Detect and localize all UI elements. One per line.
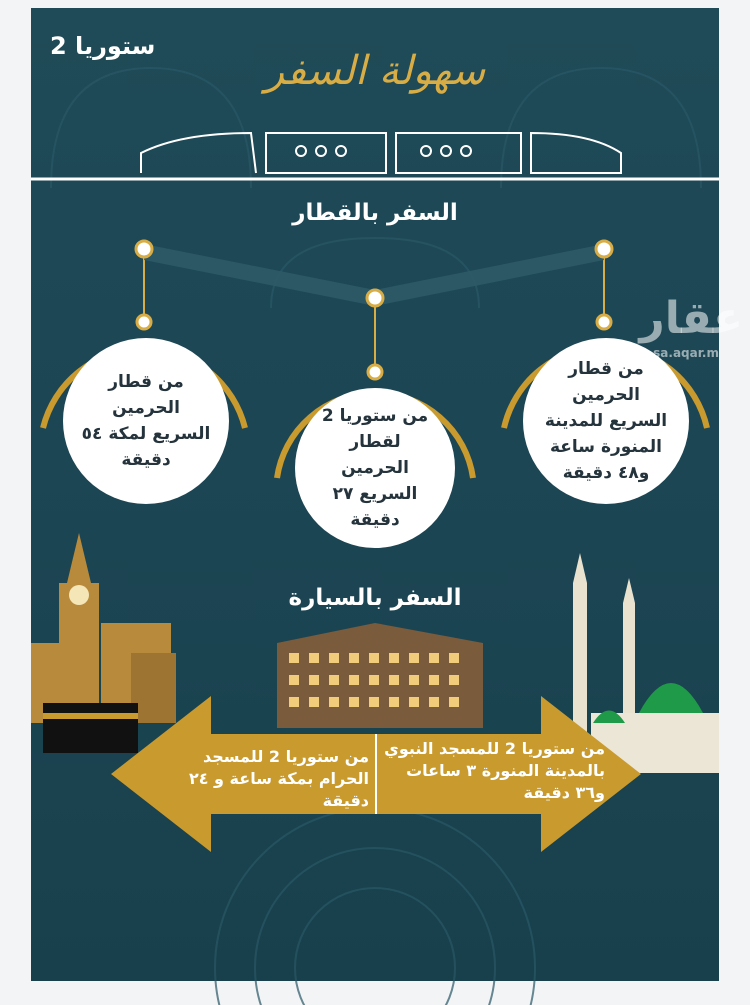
- train-circle-madinah: [523, 338, 689, 504]
- train-circle-makkah: [63, 338, 229, 504]
- brand-name: ستوريا 2: [50, 32, 156, 60]
- train-circle-station-text: من ستوريا 2 لقطار الحرمين السريع ٢٧ دقيقة: [321, 406, 429, 530]
- train-circle-madinah-text: من قطار الحرمين السريع للمدينة المنورة ساعة و٤٨ دقيقة: [544, 359, 668, 483]
- watermark-logo: عقار: [639, 293, 743, 344]
- car-section-title: السفر بالسيارة: [288, 585, 462, 611]
- train-circle-makkah-text: من قطار الحرمين السريع لمكة ٥٤ دقيقة: [81, 372, 211, 470]
- arrow-text-madinah: من ستوريا 2 للمسجد النبوي بالمدينة المنورة ٣ ساعات و٣٦ دقيقة: [384, 739, 605, 802]
- travel-poster: [31, 8, 743, 981]
- train-section-title: السفر بالقطار: [292, 200, 458, 226]
- watermark-url: sa.aqar.m: [653, 346, 719, 360]
- clock-face-icon: [69, 585, 89, 605]
- arrow-text-makkah: من ستوريا 2 للمسجد الحرام بمكة ساعة و ٢٤ دقيقة: [188, 747, 369, 810]
- script-title: سهولة السفر: [264, 48, 486, 94]
